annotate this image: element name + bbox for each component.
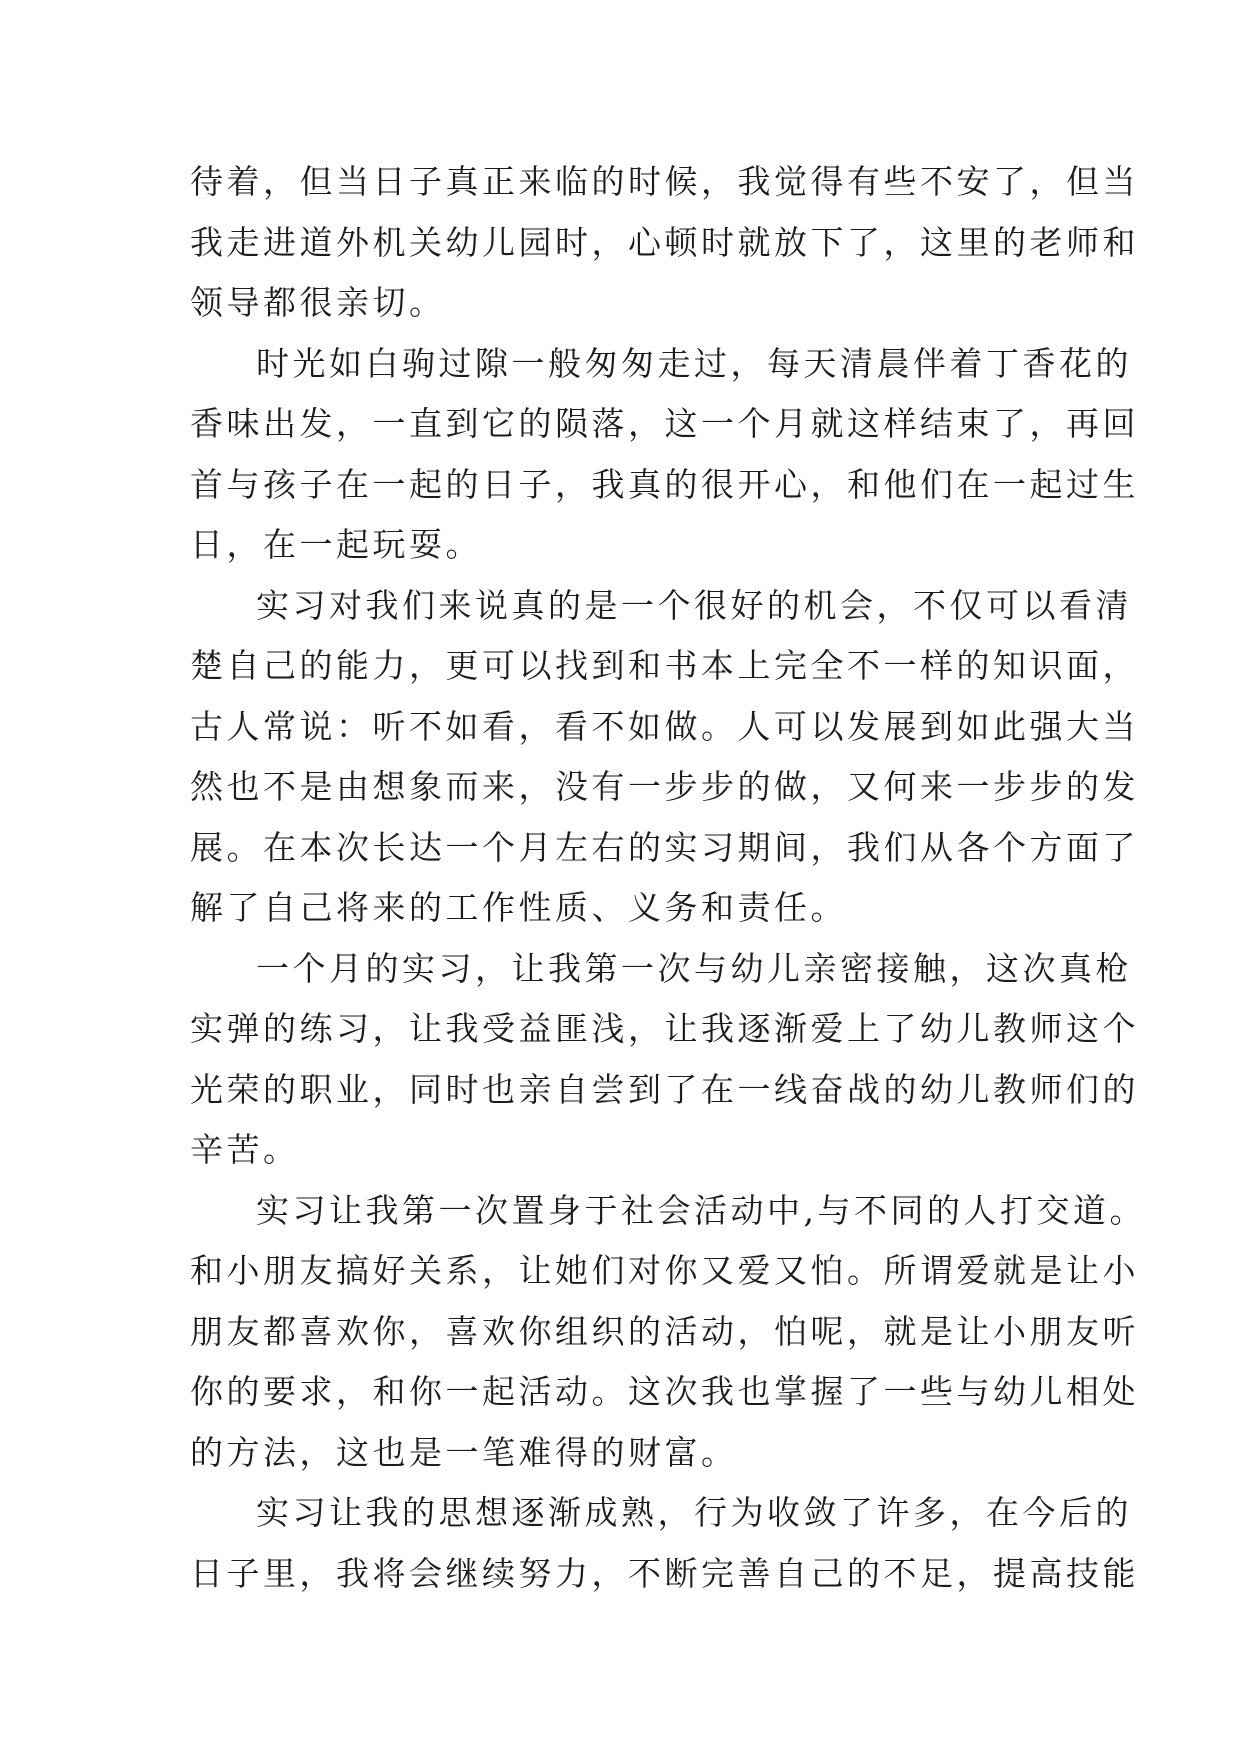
text-line: 一个月的实习，让我第一次与幼儿亲密接触，这次真枪: [256, 948, 1132, 988]
text-line: 实弹的练习，让我受益匪浅，让我逐渐爱上了幼儿教师这个: [190, 1009, 1139, 1048]
text-line: 我走进道外机关幼儿园时，心顿时就放下了，这里的老师和: [190, 222, 1139, 262]
text-line: 待着，但当日子真正来临的时候，我觉得有些不安了，但当: [190, 162, 1139, 201]
paragraph-3: [190, 576, 1139, 939]
text-line: 和小朋友搞好关系，让她们对你又爱又怕。所谓爱就是让小: [190, 1251, 1139, 1290]
paragraph-6: [190, 1483, 1139, 1604]
text-line: 实习让我第一次置身于社会活动中,与不同的人打交道。: [256, 1190, 1146, 1230]
text-line: 日子里，我将会继续努力，不断完善自己的不足，提高技能: [190, 1553, 1139, 1593]
text-line: 实习对我们来说真的是一个很好的机会，不仅可以看清: [256, 585, 1132, 625]
text-line: 光荣的职业，同时也亲自尝到了在一线奋战的幼儿教师们的: [190, 1069, 1139, 1109]
text-line: 日，在一起玩耍。: [190, 525, 482, 564]
text-line: 古人常说：听不如看，看不如做。人可以发展到如此强大当: [190, 706, 1139, 746]
document-body: [190, 152, 1146, 1604]
text-line: 领导都很亲切。: [190, 283, 446, 322]
text-line: 朋友都喜欢你，喜欢你组织的活动，怕呢，就是让小朋友听: [190, 1311, 1139, 1351]
text-line: 你的要求，和你一起活动。这次我也掌握了一些与幼儿相处: [190, 1372, 1139, 1411]
paragraph-2: [190, 334, 1139, 576]
text-line: 展。在本次长达一个月左右的实习期间，我们从各个方面了: [190, 827, 1139, 867]
text-line: 楚自己的能力，更可以找到和书本上完全不一样的知识面，: [190, 646, 1139, 685]
text-line: 然也不是由想象而来，没有一步步的做，又何来一步步的发: [190, 767, 1139, 806]
text-line: 的方法，这也是一笔难得的财富。: [190, 1432, 738, 1472]
paragraph-1: [190, 152, 1139, 334]
text-line: 解了自己将来的工作性质、义务和责任。: [190, 888, 847, 927]
text-line: 首与孩子在一起的日子，我真的很开心，和他们在一起过生: [190, 464, 1139, 504]
text-line: 实习让我的思想逐渐成熟，行为收敛了许多，在今后的: [256, 1493, 1132, 1532]
paragraph-5: [190, 1181, 1146, 1484]
text-line: 香味出发，一直到它的陨落，这一个月就这样结束了，再回: [190, 404, 1139, 443]
text-line: 时光如白驹过隙一般匆匆走过，每天清晨伴着丁香花的: [256, 343, 1132, 383]
text-line: 辛苦。: [190, 1130, 300, 1169]
paragraph-4: [190, 939, 1139, 1181]
